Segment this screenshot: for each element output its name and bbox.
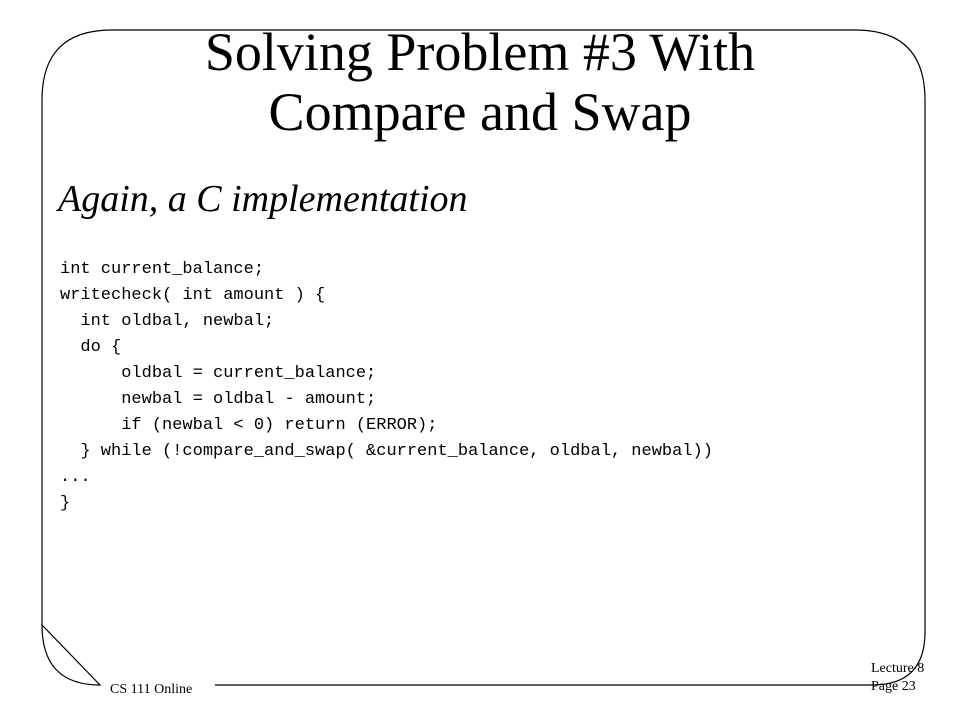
slide-subtitle: Again, a C implementation bbox=[58, 178, 468, 220]
code-line: oldbal = current_balance; bbox=[60, 364, 377, 383]
page-info bbox=[871, 660, 924, 696]
slide-title-line-1: Solving Problem #3 With bbox=[204, 22, 756, 82]
code-line: } while (!compare_and_swap( &current_balance, oldbal, newbal)) bbox=[60, 442, 713, 461]
slide-title bbox=[60, 22, 900, 142]
code-line: newbal = oldbal - amount; bbox=[60, 390, 377, 409]
code-line: writecheck( int amount ) { bbox=[60, 286, 326, 305]
code-line: if (newbal < 0) return (ERROR); bbox=[60, 416, 438, 435]
course-label: CS 111 Online bbox=[110, 682, 193, 697]
code-line: } bbox=[60, 494, 71, 513]
page-number: Page 23 bbox=[871, 679, 916, 694]
code-line: ... bbox=[60, 468, 91, 487]
code-line: do { bbox=[60, 338, 122, 357]
code-line: int current_balance; bbox=[60, 260, 265, 279]
code-block bbox=[60, 257, 713, 517]
code-line: int oldbal, newbal; bbox=[60, 312, 275, 331]
slide-title-line-2: Compare and Swap bbox=[268, 82, 692, 142]
lecture-number: Lecture 8 bbox=[871, 661, 925, 676]
